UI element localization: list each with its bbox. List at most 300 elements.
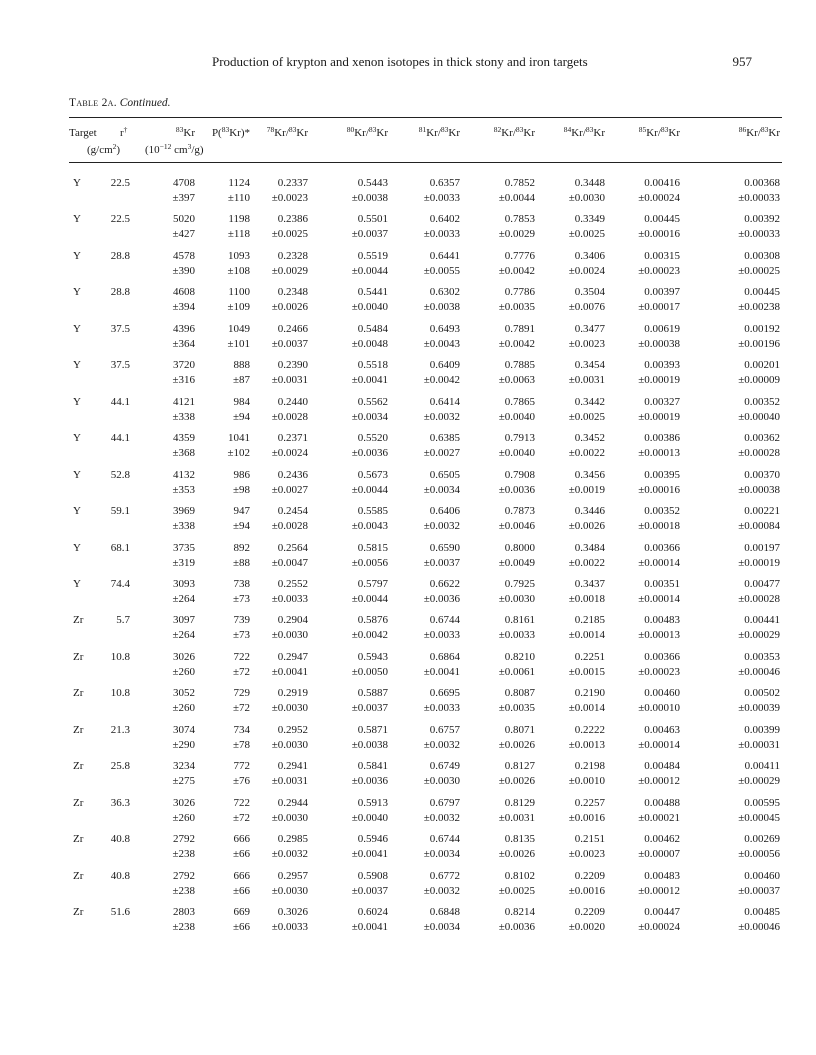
cell-p-error: ±98 [232, 484, 250, 496]
cell-ratio-error: ±0.0044 [351, 484, 388, 496]
cell-ratio-error: ±0.0024 [568, 265, 605, 277]
cell-ratio-value: 0.2222 [574, 724, 605, 736]
cell-ratio-value: 0.7853 [504, 213, 535, 225]
cell-ratio-error: ±0.0016 [568, 812, 605, 824]
cell-ratio-error: ±0.0027 [271, 484, 308, 496]
cell-ratio-error: ±0.0023 [271, 192, 308, 204]
cell-ratio-value: 0.00595 [744, 797, 780, 809]
cell-depth: 25.8 [110, 760, 130, 772]
cell-depth: 44.1 [110, 396, 130, 408]
cell-p-value: 722 [233, 651, 250, 663]
cell-ratio-value: 0.2564 [277, 542, 308, 554]
cell-p-value: 1100 [228, 286, 250, 298]
cell-kr83-error: ±316 [172, 374, 195, 386]
cell-ratio-error: ±0.0042 [351, 629, 388, 641]
table-header-rule [69, 162, 782, 163]
cell-ratio-error: ±0.0014 [568, 629, 605, 641]
cell-ratio-error: ±0.00009 [738, 374, 780, 386]
cell-ratio-value: 0.6744 [429, 833, 460, 845]
cell-kr83-error: ±397 [172, 192, 195, 204]
cell-ratio-error: ±0.0033 [423, 192, 460, 204]
cell-ratio-value: 0.8129 [504, 797, 535, 809]
cell-ratio-value: 0.3437 [574, 578, 605, 590]
cell-ratio-value: 0.00477 [744, 578, 780, 590]
cell-kr83-error: ±264 [172, 593, 195, 605]
cell-ratio-error: ±0.0031 [498, 812, 535, 824]
cell-p-error: ±73 [232, 593, 250, 605]
cell-ratio-value: 0.5946 [357, 833, 388, 845]
cell-ratio-error: ±0.00018 [638, 520, 680, 532]
cell-ratio-error: ±0.0038 [351, 739, 388, 751]
cell-ratio-value: 0.3349 [574, 213, 605, 225]
header-r: r† [120, 125, 128, 139]
cell-p-error: ±72 [232, 666, 250, 678]
cell-target: Zr [73, 760, 84, 772]
cell-target: Zr [73, 906, 84, 918]
cell-kr83-error: ±275 [172, 775, 195, 787]
cell-ratio-error: ±0.00029 [738, 629, 780, 641]
cell-ratio-error: ±0.0037 [351, 885, 388, 897]
cell-depth: 37.5 [110, 323, 130, 335]
header-ratio-78: $^{78}$Kr/$^{83}$Kr [266, 125, 308, 139]
cell-ratio-error: ±0.0042 [423, 374, 460, 386]
cell-ratio-value: 0.00366 [644, 651, 680, 663]
cell-ratio-value: 0.2440 [277, 396, 308, 408]
cell-ratio-error: ±0.0041 [351, 374, 388, 386]
cell-kr83-value: 4359 [173, 432, 195, 444]
cell-ratio-error: ±0.0026 [498, 739, 535, 751]
cell-depth: 5.7 [116, 614, 130, 626]
cell-depth: 28.8 [110, 250, 130, 262]
cell-ratio-error: ±0.00012 [638, 775, 680, 787]
cell-ratio-value: 0.00619 [644, 323, 680, 335]
cell-p-value: 669 [233, 906, 250, 918]
cell-ratio-error: ±0.0028 [271, 520, 308, 532]
cell-kr83-error: ±394 [172, 301, 195, 313]
cell-p-error: ±102 [227, 447, 250, 459]
cell-depth: 21.3 [110, 724, 130, 736]
cell-ratio-error: ±0.0035 [498, 301, 535, 313]
cell-ratio-value: 0.00368 [744, 177, 780, 189]
cell-ratio-error: ±0.0031 [271, 775, 308, 787]
cell-depth: 40.8 [110, 870, 130, 882]
cell-ratio-error: ±0.0040 [351, 301, 388, 313]
cell-ratio-error: ±0.00033 [738, 192, 780, 204]
cell-ratio-error: ±0.00040 [738, 411, 780, 423]
cell-ratio-error: ±0.0034 [423, 848, 460, 860]
cell-ratio-error: ±0.0030 [423, 775, 460, 787]
cell-ratio-error: ±0.0043 [351, 520, 388, 532]
cell-p-error: ±72 [232, 812, 250, 824]
cell-ratio-error: ±0.00045 [738, 812, 780, 824]
cell-depth: 22.5 [110, 213, 130, 225]
cell-kr83-error: ±390 [172, 265, 195, 277]
cell-ratio-error: ±0.0056 [351, 557, 388, 569]
cell-target: Y [73, 213, 81, 225]
cell-ratio-error: ±0.0038 [423, 301, 460, 313]
cell-ratio-value: 0.2386 [277, 213, 308, 225]
cell-ratio-value: 0.2151 [574, 833, 605, 845]
cell-ratio-error: ±0.0028 [271, 411, 308, 423]
cell-ratio-value: 0.00366 [644, 542, 680, 554]
cell-ratio-value: 0.8135 [504, 833, 535, 845]
cell-ratio-error: ±0.00023 [638, 666, 680, 678]
cell-ratio-error: ±0.0032 [423, 739, 460, 751]
cell-ratio-value: 0.2337 [277, 177, 308, 189]
cell-ratio-value: 0.6357 [429, 177, 460, 189]
cell-ratio-error: ±0.00196 [738, 338, 780, 350]
cell-ratio-error: ±0.0030 [271, 739, 308, 751]
cell-ratio-error: ±0.00024 [638, 921, 680, 933]
cell-ratio-value: 0.3448 [574, 177, 605, 189]
cell-ratio-value: 0.3026 [277, 906, 308, 918]
cell-target: Zr [73, 833, 84, 845]
cell-ratio-value: 0.6590 [429, 542, 460, 554]
cell-kr83-value: 4578 [173, 250, 195, 262]
cell-ratio-error: ±0.00046 [738, 921, 780, 933]
cell-depth: 37.5 [110, 359, 130, 371]
cell-kr83-value: 5020 [173, 213, 195, 225]
cell-ratio-error: ±0.00028 [738, 447, 780, 459]
cell-ratio-value: 0.6744 [429, 614, 460, 626]
cell-ratio-value: 0.7885 [504, 359, 535, 371]
cell-ratio-error: ±0.0025 [568, 228, 605, 240]
cell-ratio-value: 0.7786 [504, 286, 535, 298]
cell-ratio-error: ±0.0032 [423, 520, 460, 532]
cell-ratio-value: 0.7873 [504, 505, 535, 517]
cell-ratio-value: 0.8000 [504, 542, 535, 554]
cell-ratio-error: ±0.0037 [351, 228, 388, 240]
cell-ratio-error: ±0.0037 [423, 557, 460, 569]
cell-ratio-value: 0.00460 [644, 687, 680, 699]
cell-ratio-value: 0.3452 [574, 432, 605, 444]
cell-kr83-error: ±238 [172, 848, 195, 860]
cell-ratio-error: ±0.0033 [498, 629, 535, 641]
cell-ratio-value: 0.2251 [574, 651, 605, 663]
cell-ratio-error: ±0.00024 [638, 192, 680, 204]
header-ratio-81: $^{81}$Kr/$^{83}$Kr [418, 125, 460, 139]
cell-ratio-value: 0.2919 [277, 687, 308, 699]
cell-ratio-error: ±0.0032 [271, 848, 308, 860]
cell-ratio-error: ±0.00012 [638, 885, 680, 897]
cell-ratio-value: 0.6409 [429, 359, 460, 371]
cell-target: Y [73, 286, 81, 298]
cell-ratio-value: 0.6695 [429, 687, 460, 699]
cell-ratio-error: ±0.0035 [498, 702, 535, 714]
cell-ratio-error: ±0.00023 [638, 265, 680, 277]
cell-depth: 52.8 [110, 469, 130, 481]
cell-ratio-error: ±0.0033 [423, 629, 460, 641]
cell-ratio-error: ±0.00046 [738, 666, 780, 678]
cell-kr83-value: 4708 [173, 177, 195, 189]
cell-ratio-error: ±0.0036 [498, 921, 535, 933]
cell-ratio-value: 0.5519 [357, 250, 388, 262]
header-ratio-82: $^{82}$Kr/$^{83}$Kr [493, 125, 535, 139]
cell-p-error: ±73 [232, 629, 250, 641]
cell-ratio-value: 0.00447 [644, 906, 680, 918]
cell-ratio-value: 0.00488 [644, 797, 680, 809]
cell-p-value: 1198 [228, 213, 250, 225]
cell-kr83-value: 3234 [173, 760, 195, 772]
cell-ratio-value: 0.3406 [574, 250, 605, 262]
cell-ratio-value: 0.2185 [574, 614, 605, 626]
cell-ratio-value: 0.2466 [277, 323, 308, 335]
cell-ratio-error: ±0.0036 [423, 593, 460, 605]
cell-ratio-error: ±0.0030 [271, 885, 308, 897]
cell-ratio-value: 0.2947 [277, 651, 308, 663]
cell-p-error: ±109 [227, 301, 250, 313]
cell-ratio-error: ±0.00016 [638, 228, 680, 240]
cell-ratio-value: 0.00483 [644, 614, 680, 626]
cell-ratio-error: ±0.00019 [638, 374, 680, 386]
cell-ratio-error: ±0.0030 [568, 192, 605, 204]
cell-kr83-value: 2803 [173, 906, 195, 918]
cell-p-value: 666 [233, 870, 250, 882]
cell-ratio-error: ±0.0015 [568, 666, 605, 678]
cell-ratio-value: 0.00192 [744, 323, 780, 335]
cell-ratio-value: 0.3442 [574, 396, 605, 408]
cell-ratio-value: 0.3504 [574, 286, 605, 298]
cell-ratio-value: 0.00399 [744, 724, 780, 736]
cell-p-value: 722 [233, 797, 250, 809]
cell-ratio-error: ±0.0042 [498, 338, 535, 350]
cell-p-value: 984 [233, 396, 250, 408]
cell-ratio-error: ±0.0043 [423, 338, 460, 350]
cell-ratio-value: 0.5520 [357, 432, 388, 444]
cell-kr83-value: 3026 [173, 797, 195, 809]
cell-ratio-value: 0.5518 [357, 359, 388, 371]
cell-ratio-value: 0.2944 [277, 797, 308, 809]
cell-ratio-value: 0.00484 [644, 760, 680, 772]
cell-ratio-error: ±0.0040 [498, 411, 535, 423]
cell-ratio-error: ±0.0041 [271, 666, 308, 678]
cell-ratio-error: ±0.00014 [638, 557, 680, 569]
cell-target: Y [73, 250, 81, 262]
cell-ratio-error: ±0.0023 [568, 848, 605, 860]
cell-ratio-error: ±0.0030 [271, 812, 308, 824]
cell-ratio-error: ±0.00021 [638, 812, 680, 824]
cell-ratio-error: ±0.0034 [351, 411, 388, 423]
cell-ratio-error: ±0.0029 [271, 265, 308, 277]
cell-kr83-value: 4608 [173, 286, 195, 298]
cell-ratio-value: 0.8127 [504, 760, 535, 772]
cell-ratio-value: 0.00362 [744, 432, 780, 444]
cell-ratio-error: ±0.0038 [351, 192, 388, 204]
cell-ratio-value: 0.00460 [744, 870, 780, 882]
cell-ratio-error: ±0.00029 [738, 775, 780, 787]
cell-ratio-error: ±0.0037 [271, 338, 308, 350]
cell-ratio-error: ±0.0041 [351, 921, 388, 933]
cell-target: Y [73, 542, 81, 554]
cell-ratio-error: ±0.0029 [498, 228, 535, 240]
cell-ratio-value: 0.8214 [504, 906, 535, 918]
cell-ratio-error: ±0.0044 [351, 593, 388, 605]
cell-ratio-value: 0.00351 [644, 578, 680, 590]
cell-kr83-error: ±290 [172, 739, 195, 751]
cell-ratio-error: ±0.0026 [498, 848, 535, 860]
cell-ratio-value: 0.2209 [574, 906, 605, 918]
cell-ratio-value: 0.7776 [504, 250, 535, 262]
cell-p-value: 772 [233, 760, 250, 772]
cell-kr83-error: ±368 [172, 447, 195, 459]
cell-ratio-value: 0.2348 [277, 286, 308, 298]
cell-ratio-value: 0.8071 [504, 724, 535, 736]
header-target: Target [69, 127, 97, 139]
cell-ratio-value: 0.5908 [357, 870, 388, 882]
cell-target: Zr [73, 797, 84, 809]
cell-ratio-value: 0.00386 [644, 432, 680, 444]
cell-ratio-value: 0.00197 [744, 542, 780, 554]
cell-ratio-value: 0.5673 [357, 469, 388, 481]
cell-target: Y [73, 505, 81, 517]
cell-ratio-value: 0.00395 [644, 469, 680, 481]
cell-ratio-value: 0.5441 [357, 286, 388, 298]
cell-ratio-value: 0.8102 [504, 870, 535, 882]
cell-p-error: ±88 [232, 557, 250, 569]
cell-ratio-error: ±0.0026 [568, 520, 605, 532]
cell-p-value: 666 [233, 833, 250, 845]
cell-ratio-error: ±0.0042 [498, 265, 535, 277]
cell-ratio-error: ±0.0046 [498, 520, 535, 532]
cell-ratio-value: 0.5943 [357, 651, 388, 663]
cell-ratio-value: 0.5797 [357, 578, 388, 590]
page-number: 957 [732, 54, 752, 69]
cell-ratio-error: ±0.00033 [738, 228, 780, 240]
cell-ratio-value: 0.5887 [357, 687, 388, 699]
cell-p-error: ±76 [232, 775, 250, 787]
header-ratio-86: $^{86}$Kr/$^{83}$Kr [738, 125, 780, 139]
cell-ratio-value: 0.00308 [744, 250, 780, 262]
cell-ratio-value: 0.00483 [644, 870, 680, 882]
cell-ratio-error: ±0.0026 [498, 775, 535, 787]
cell-p-error: ±94 [232, 520, 250, 532]
cell-kr83-error: ±319 [172, 557, 195, 569]
cell-ratio-value: 0.2552 [277, 578, 308, 590]
running-head [0, 54, 816, 70]
cell-ratio-value: 0.00269 [744, 833, 780, 845]
cell-ratio-value: 0.5815 [357, 542, 388, 554]
cell-ratio-error: ±0.00039 [738, 702, 780, 714]
cell-kr83-value: 3074 [173, 724, 195, 736]
cell-kr83-value: 4121 [173, 396, 195, 408]
cell-target: Zr [73, 687, 84, 699]
cell-ratio-error: ±0.0025 [498, 885, 535, 897]
cell-ratio-value: 0.6493 [429, 323, 460, 335]
cell-p-error: ±72 [232, 702, 250, 714]
cell-ratio-value: 0.6864 [429, 651, 460, 663]
cell-p-error: ±78 [232, 739, 250, 751]
cell-ratio-error: ±0.00031 [738, 739, 780, 751]
cell-ratio-error: ±0.0034 [423, 921, 460, 933]
cell-target: Y [73, 432, 81, 444]
cell-kr83-error: ±353 [172, 484, 195, 496]
cell-kr83-error: ±260 [172, 666, 195, 678]
cell-ratio-value: 0.7913 [504, 432, 535, 444]
cell-ratio-value: 0.00485 [744, 906, 780, 918]
cell-ratio-value: 0.8087 [504, 687, 535, 699]
cell-ratio-error: ±0.00016 [638, 484, 680, 496]
cell-ratio-error: ±0.0032 [423, 812, 460, 824]
cell-ratio-error: ±0.0018 [568, 593, 605, 605]
cell-ratio-error: ±0.00013 [638, 629, 680, 641]
cell-p-error: ±118 [227, 228, 250, 240]
cell-kr83-error: ±338 [172, 411, 195, 423]
cell-ratio-value: 0.3484 [574, 542, 605, 554]
cell-p-error: ±108 [227, 265, 250, 277]
cell-ratio-value: 0.2371 [277, 432, 308, 444]
cell-ratio-error: ±0.00037 [738, 885, 780, 897]
header-ratio-85: $^{85}$Kr/$^{83}$Kr [638, 125, 680, 139]
cell-ratio-value: 0.00411 [744, 760, 780, 772]
cell-ratio-value: 0.5501 [357, 213, 388, 225]
cell-ratio-error: ±0.00025 [738, 265, 780, 277]
cell-kr83-value: 4132 [173, 469, 195, 481]
cell-ratio-error: ±0.0034 [423, 484, 460, 496]
cell-ratio-value: 0.00221 [744, 505, 780, 517]
cell-target: Y [73, 177, 81, 189]
cell-ratio-value: 0.00397 [644, 286, 680, 298]
cell-ratio-error: ±0.0022 [568, 557, 605, 569]
cell-p-value: 986 [233, 469, 250, 481]
cell-ratio-error: ±0.0027 [423, 447, 460, 459]
cell-ratio-value: 0.6302 [429, 286, 460, 298]
cell-ratio-error: ±0.0036 [351, 447, 388, 459]
cell-kr83-value: 2792 [173, 870, 195, 882]
cell-ratio-value: 0.2985 [277, 833, 308, 845]
cell-ratio-error: ±0.0022 [568, 447, 605, 459]
cell-kr83-value: 3735 [173, 542, 195, 554]
cell-ratio-value: 0.00370 [744, 469, 780, 481]
cell-ratio-error: ±0.0020 [568, 921, 605, 933]
cell-ratio-value: 0.6772 [429, 870, 460, 882]
running-title: Production of krypton and xenon isotopes in thick stony and iron targets [212, 54, 588, 69]
cell-ratio-error: ±0.0032 [423, 885, 460, 897]
cell-ratio-value: 0.6024 [357, 906, 388, 918]
cell-ratio-value: 0.00353 [744, 651, 780, 663]
cell-target: Y [73, 396, 81, 408]
cell-ratio-value: 0.3446 [574, 505, 605, 517]
cell-p-value: 738 [233, 578, 250, 590]
cell-ratio-error: ±0.00017 [638, 301, 680, 313]
cell-ratio-error: ±0.0030 [271, 629, 308, 641]
cell-ratio-error: ±0.0032 [423, 411, 460, 423]
cell-ratio-value: 0.00392 [744, 213, 780, 225]
cell-ratio-value: 0.00502 [744, 687, 780, 699]
cell-kr83-value: 3093 [173, 578, 195, 590]
cell-ratio-error: ±0.00010 [638, 702, 680, 714]
cell-ratio-value: 0.6414 [429, 396, 460, 408]
cell-p-value: 1093 [228, 250, 250, 262]
cell-ratio-error: ±0.0076 [568, 301, 605, 313]
cell-ratio-value: 0.00445 [744, 286, 780, 298]
cell-ratio-error: ±0.00238 [738, 301, 780, 313]
cell-ratio-value: 0.5876 [357, 614, 388, 626]
cell-kr83-error: ±260 [172, 702, 195, 714]
cell-ratio-value: 0.6797 [429, 797, 460, 809]
cell-depth: 40.8 [110, 833, 130, 845]
cell-kr83-error: ±427 [172, 228, 195, 240]
cell-p-value: 1124 [228, 177, 250, 189]
cell-ratio-error: ±0.0037 [351, 702, 388, 714]
cell-ratio-value: 0.00201 [744, 359, 780, 371]
cell-target: Zr [73, 651, 84, 663]
cell-ratio-error: ±0.0016 [568, 885, 605, 897]
cell-kr83-value: 3052 [173, 687, 195, 699]
cell-target: Y [73, 469, 81, 481]
cell-kr83-error: ±238 [172, 885, 195, 897]
cell-kr83-value: 3720 [173, 359, 195, 371]
cell-depth: 68.1 [110, 542, 130, 554]
